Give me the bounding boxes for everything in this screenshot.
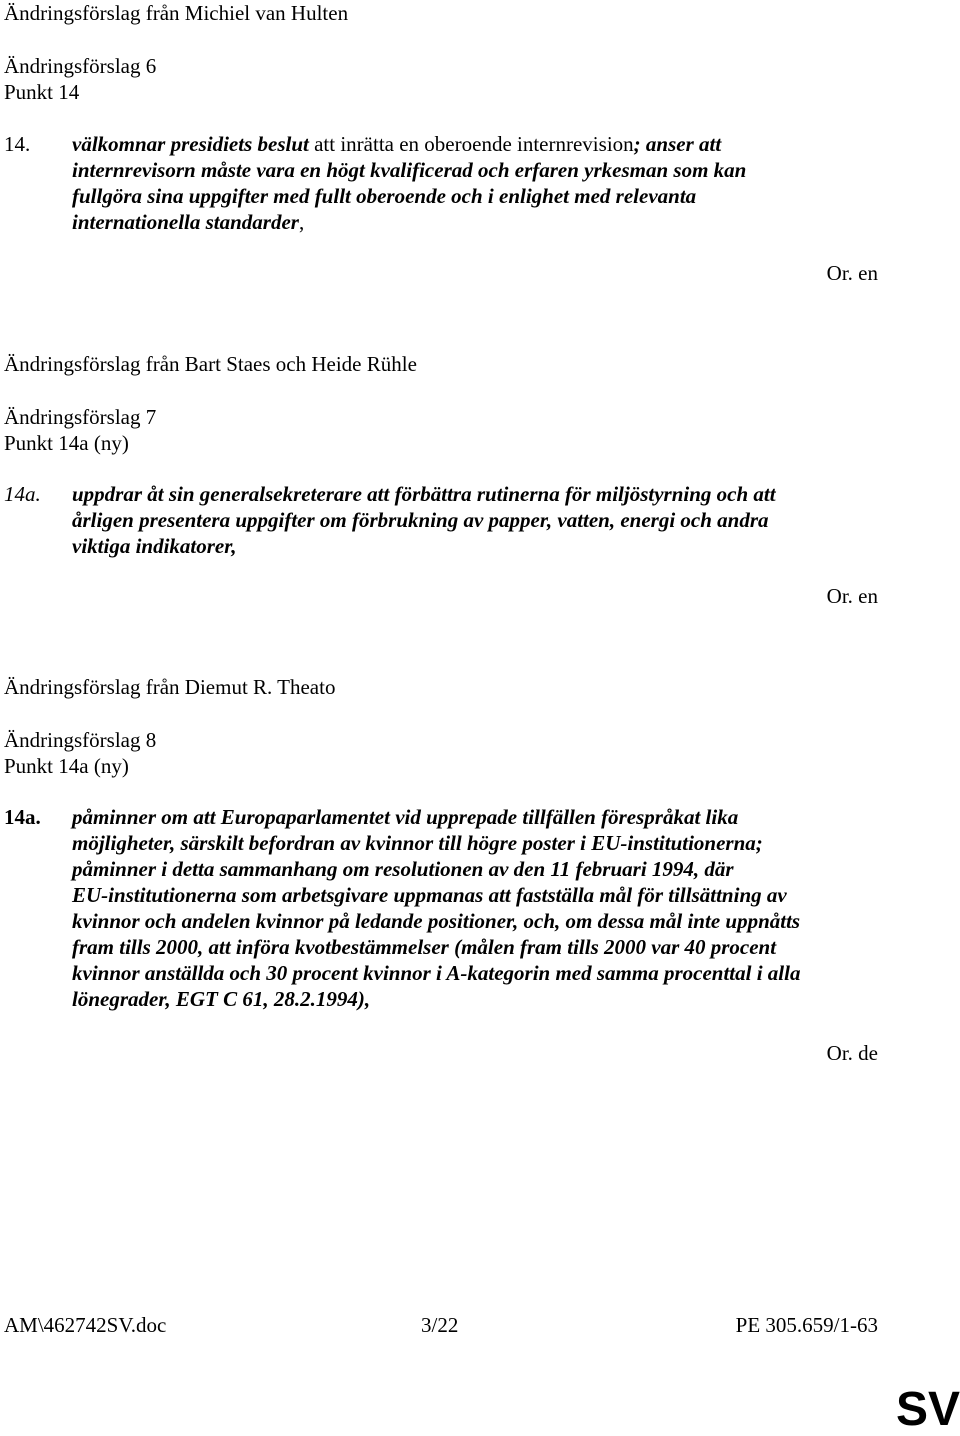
amendment-number-3: Ändringsförslag 8 (4, 728, 157, 752)
paragraph-text (72, 131, 872, 235)
amendment-author-heading-3: Ändringsförslag från Diemut R. Theato (4, 675, 336, 699)
paragraph-line (72, 131, 872, 157)
footer-document-reference: AM\462742SV.doc (4, 1313, 167, 1337)
paragraph-line: påminner om att Europaparlamentet vid upprepade tillfällen förespråkat lika (72, 805, 739, 829)
paragraph-line: EU-institutionerna som arbetsgivare uppmanas att fastställa mål för tillsättning av (72, 883, 787, 907)
paragraph-text (72, 804, 872, 1012)
amendment-author-heading-1: Ändringsförslag från Michiel van Hulten (4, 1, 349, 25)
language-tag: SV (895, 1383, 960, 1436)
paragraph-line (72, 209, 872, 235)
paragraph-number: 14a. (4, 482, 41, 506)
text-run: att inrätta en oberoende internrevision (308, 132, 634, 156)
text-run: , (298, 210, 305, 234)
paragraph-line: kvinnor anställda och 30 procent kvinnor i A-kategorin med samma procenttal i alla (72, 961, 801, 985)
paragraph-line: fram tills 2000, att införa kvotbestämmelser (målen fram tills 2000 var 40 procent (72, 935, 777, 959)
paragraph-line: viktiga indikatorer, (72, 534, 237, 558)
paragraph-number: 14. (4, 132, 31, 156)
paragraph-line (72, 157, 872, 183)
paragraph-line: möjligheter, särskilt befordran av kvinnor till högre poster i EU-institutionerna; (72, 831, 763, 855)
text-run: internationella standarder (72, 210, 299, 234)
paragraph-text (72, 481, 872, 559)
footer-page-number: 3/22 (421, 1313, 459, 1337)
amendment-point-3: Punkt 14a (ny) (4, 754, 129, 778)
amendment-point-1: Punkt 14 (4, 80, 80, 104)
amendment-number-2: Ändringsförslag 7 (4, 405, 157, 429)
text-run: ; anser att (633, 132, 722, 156)
paragraph-line: årligen presentera uppgifter om förbrukning av papper, vatten, energi och andra (72, 508, 769, 532)
text-run: fullgöra sina uppgifter med fullt oberoende och i enlighet med relevanta (72, 184, 697, 208)
paragraph-line: påminner i detta sammanhang om resolutionen av den 11 februari 1994, där (72, 857, 734, 881)
text-run: internrevisorn måste vara en högt kvalificerad och erfaren yrkesman som kan (72, 158, 747, 182)
text-run: välkomnar presidiets beslut (72, 132, 309, 156)
paragraph-number: 14a. (4, 805, 41, 829)
paragraph-line (72, 183, 872, 209)
paragraph-line: kvinnor och andelen kvinnor på ledande positioner, och, om dessa mål inte uppnåtts (72, 909, 801, 933)
paragraph-line: uppdrar åt sin generalsekreterare att förbättra rutinerna för miljöstyrning och att (72, 482, 776, 506)
original-language-3: Or. de (826, 1041, 878, 1065)
footer-pe-reference: PE 305.659/1-63 (735, 1313, 878, 1337)
original-language-2: Or. en (826, 584, 878, 608)
amendment-author-heading-2: Ändringsförslag från Bart Staes och Heide Rühle (4, 352, 417, 376)
amendment-number-1: Ändringsförslag 6 (4, 54, 157, 78)
amendment-point-2: Punkt 14a (ny) (4, 431, 129, 455)
paragraph-line: lönegrader, EGT C 61, 28.2.1994), (72, 987, 371, 1011)
original-language-1: Or. en (826, 261, 878, 285)
